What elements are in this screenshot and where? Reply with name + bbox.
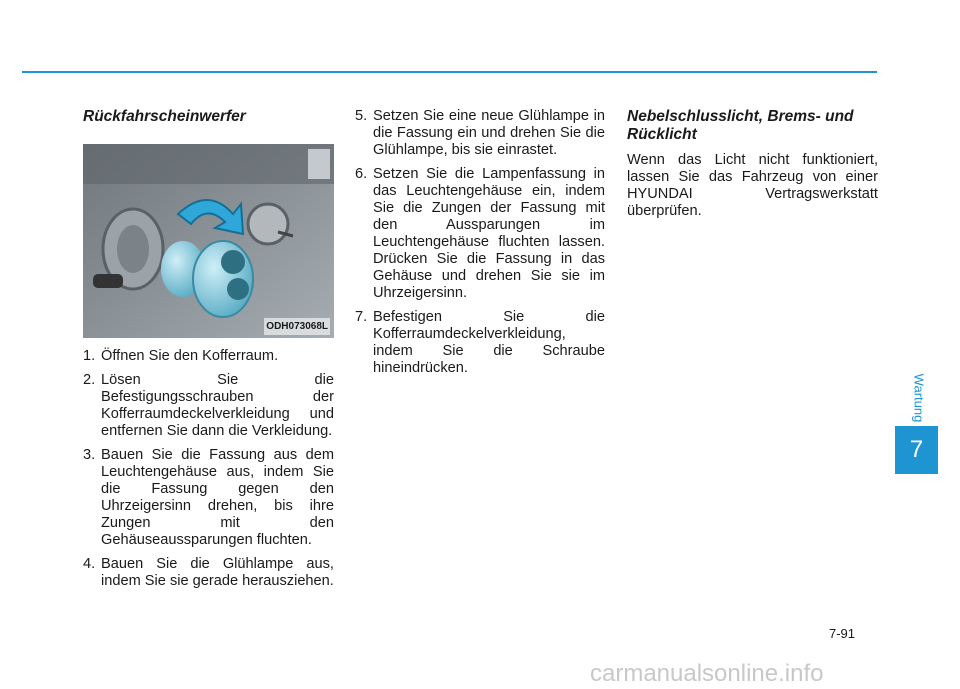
body-text: Wenn das Licht nicht funktioniert, lassen Sie das Fahrzeug von einer HYUNDAI Vertragswerkstatt überprüfen. [627, 152, 878, 219]
image-code: ODH073068L [264, 318, 330, 335]
step-item: 6. Setzen Sie die Lampenfassung in das Leuchtengehäuse ein, indem Sie die Zungen der Fassung mit den Aussparungen im Leuchtengehäuse fluchten lassen. Drücken Sie die Fassung in das Gehäuse und drehen Sie sie im Uhrzeigersinn. [355, 166, 605, 301]
step-item: 5. Setzen Sie eine neue Glühlampe in die Fassung ein und drehen Sie die Glühlampe, bis sie einrastet. [355, 108, 605, 158]
chapter-number-tab: 7 [895, 426, 938, 474]
section-heading-fog-brake-tail: Nebelschlusslicht, Brems- und Rücklicht [627, 108, 854, 143]
step-item: 3. Bauen Sie die Fassung aus dem Leuchtengehäuse aus, indem Sie die Fassung gegen den Uhrzeigersinn drehen, bis ihre Zungen mit den Gehäuseaussparungen fluchten. [83, 447, 334, 548]
right-column [627, 108, 878, 220]
socket-illustration [83, 144, 334, 338]
steps-list-middle [355, 108, 605, 377]
header-rule [22, 71, 877, 73]
step-item: 4. Bauen Sie die Glühlampe aus, indem Sie sie gerade herausziehen. [83, 556, 334, 589]
step-item: 7. Befestigen Sie die Kofferraumdeckelverkleidung, indem Sie die Schraube hineindrücken. [355, 309, 605, 376]
step-item: 1. Öffnen Sie den Kofferraum. [83, 348, 279, 364]
chapter-label-text: Wartung [911, 373, 927, 423]
middle-column [355, 108, 605, 384]
watermark: carmanualsonline.info [590, 660, 824, 687]
step-item: 2. Lösen Sie die Befestigungsschrauben der Kofferraumdeckelverkleidung und entfernen Sie dann die Verkleidung. [83, 372, 334, 439]
page-number: 7-91 [829, 626, 856, 641]
steps-list-left [83, 348, 334, 590]
chapter-label [897, 368, 941, 428]
section-heading-reverse-light: Rückfahrscheinwerfer [83, 108, 246, 125]
bulb-socket-photo [83, 144, 334, 338]
left-column [83, 108, 334, 597]
